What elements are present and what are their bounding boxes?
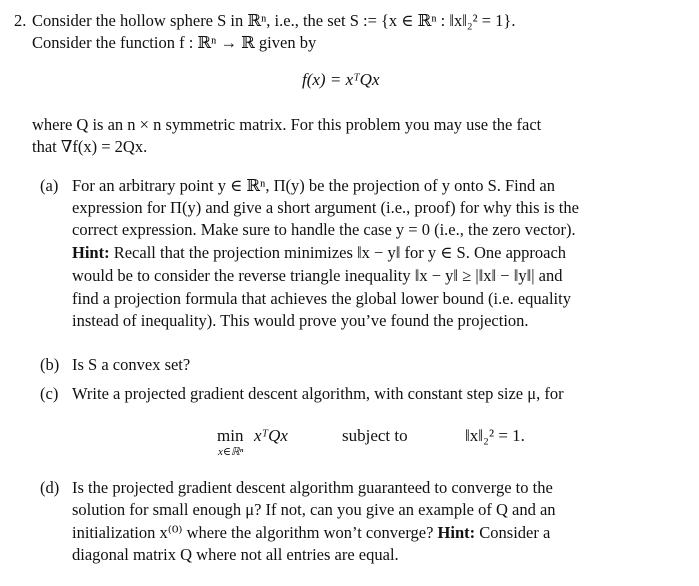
part-a-line-7: instead of inequality). This would prove you’ve found the projection. [72, 311, 529, 330]
part-a-label: (a) [40, 176, 59, 195]
subject-to-label: subject to [342, 426, 408, 445]
part-d-line-2: solution for small enough μ? If not, can you give an example of Q and an [72, 500, 556, 519]
part-d-label: (d) [40, 478, 60, 497]
display-equation: f(x) = xᵀQx [302, 70, 380, 89]
part-d-line-1: Is the projected gradient descent algorithm guaranteed to converge to the [72, 478, 553, 497]
min-subscript: x∈ℝⁿ [218, 446, 244, 458]
part-d-line-4: diagonal matrix Q where not all entries are equal. [72, 545, 399, 564]
part-a-line-6: find a projection formula that achieves the global lower bound (i.e. equality [72, 289, 571, 308]
part-a-hint-text: Recall that the projection minimizes ‖x − y‖ for y ∈ S. One approach [113, 243, 567, 262]
min-operator-block [217, 426, 244, 458]
part-d-line-3-text: initialization x⁽⁰⁾ where the algorithm won’t converge? [72, 523, 434, 542]
part-b-line-1: Is S a convex set? [72, 355, 191, 374]
problem-number: 2. [14, 11, 27, 30]
part-a-hint-label: Hint: [72, 243, 110, 262]
part-a-line-4 [72, 242, 682, 264]
intro-line-2: Consider the function f : ℝⁿ → ℝ given by [32, 33, 317, 52]
where-line-2: that ∇f(x) = 2Qx. [32, 137, 148, 156]
part-d-hint-text: Consider a [479, 523, 551, 542]
intro-line-1: Consider the hollow sphere S in ℝⁿ, i.e., the set S := {x ∈ ℝⁿ : ‖x‖₂² = 1}. [32, 11, 516, 30]
min-operator: min [217, 426, 244, 445]
part-d-hint-label: Hint: [437, 523, 476, 542]
part-a-line-2: expression for Π(y) and give a short argument (i.e., proof) for why this is the [72, 198, 579, 217]
part-c-line-1: Write a projected gradient descent algorithm, with constant step size μ, for [72, 384, 564, 403]
part-a-line-3: correct expression. Make sure to handle the case y = 0 (i.e., the zero vector). [72, 220, 576, 239]
part-c-label: (c) [40, 384, 59, 403]
part-b-label: (b) [40, 355, 60, 374]
constraint-expression: ‖x‖₂² = 1. [465, 426, 525, 445]
part-a-line-1: For an arbitrary point y ∈ ℝⁿ, Π(y) be the projection of y onto S. Find an [72, 176, 555, 195]
part-a-line-5: would be to consider the reverse triangle inequality ‖x − y‖ ≥ |‖x‖ − ‖y‖| and [72, 266, 563, 285]
part-d-line-3 [72, 522, 682, 544]
where-line-1: where Q is an n × n symmetric matrix. For this problem you may use the fact [32, 115, 542, 134]
objective-expression: xᵀQx [254, 426, 288, 445]
